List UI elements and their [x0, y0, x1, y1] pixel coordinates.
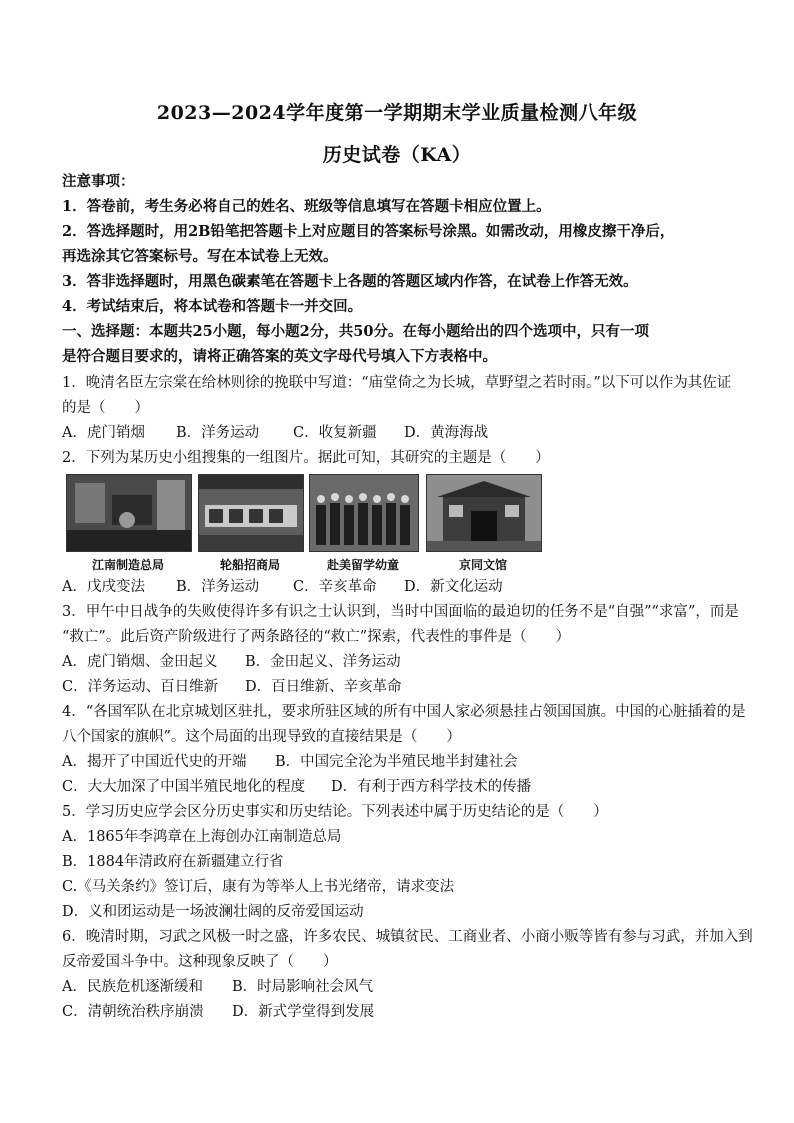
q4-stem: 4．“各国军队在北京城划区驻扎，要求所驻区域的所有中国人家必须悬挂占领国国旗。中国的心脏插着的是: [62, 704, 746, 720]
factory-photo-icon: [67, 475, 191, 551]
q3-option-d: D．百日维新、辛亥革命: [245, 679, 402, 695]
q3-option-c: C．洋务运动、百日维新: [62, 679, 219, 695]
q1-option-c: C．收复新疆: [293, 425, 377, 441]
q6-option-a: A．民族危机逐渐缓和: [62, 979, 203, 995]
gate-photo-icon: [427, 475, 541, 551]
photo-students-to-america: [309, 474, 419, 552]
q4-stem-cont: 八个国家的旗帜”。这个局面的出现导致的直接结果是（ ）: [62, 729, 461, 745]
q1-stem: 1．晚清名臣左宗棠在给林则徐的挽联中写道：“庙堂倚之为长城，草野望之若时雨。”以下可以作为其佐证: [62, 375, 732, 391]
building-sign-photo-icon: [199, 475, 303, 551]
q6-option-b: B．时局影响社会风气: [232, 979, 374, 995]
exam-subtitle: 历史试卷（KA）: [322, 144, 472, 166]
q5-option-b: B．1884年清政府在新疆建立行省: [62, 854, 284, 870]
note-1: 1．答卷前，考生务必将自己的姓名、班级等信息填写在答题卡相应位置上。: [62, 198, 551, 215]
q1-option-b: B．洋务运动: [176, 425, 260, 441]
q6-stem-cont: 反帝爱国斗争中。这种现象反映了（ ）: [62, 954, 338, 970]
q1-option-a: A．虎门销烟: [62, 425, 145, 441]
note-3: 3．答非选择题时，用黑色碳素笔在答题卡上各题的答题区域内作答，在试卷上作答无效。: [62, 273, 638, 290]
q2-option-c: C．辛亥革命: [293, 579, 377, 595]
q3-stem: 3．甲午中日战争的失败使得许多有识之士认识到，当时中国面临的最迫切的任务不是“自强”“求富”，而是: [62, 604, 739, 620]
q2-stem: 2．下列为某历史小组搜集的一组图片。据此可知，其研究的主题是（ ）: [62, 450, 550, 466]
q3-stem-cont: “救亡”。此后资产阶级进行了两条路径的“救亡”探索，代表性的事件是（ ）: [62, 629, 571, 645]
exam-title: 2023—2024学年度第一学期期末学业质量检测八年级: [156, 102, 638, 124]
caption-steamship-bureau: 轮船招商局: [219, 558, 280, 572]
q4-option-d: D．有利于西方科学技术的传播: [331, 779, 532, 795]
notes-heading: 注意事项：: [62, 173, 135, 190]
q5-stem: 5．学习历史应学会区分历史事实和历史结论。下列表述中属于历史结论的是（ ）: [62, 804, 608, 820]
q1-option-d: D．黄海海战: [404, 425, 489, 441]
caption-students-to-america: 赴美留学幼童: [326, 558, 399, 572]
q6-stem: 6．晚清时期，习武之风极一时之盛，许多农民、城镇贫民、工商业者、小商小贩等皆有参与习武，并加入到: [62, 929, 753, 945]
q5-option-c: C.《马关条约》签订后，康有为等举人上书光绪帝，请求变法: [62, 879, 455, 895]
q2-option-a: A．戊戌变法: [62, 579, 145, 595]
q6-option-d: D．新式学堂得到发展: [232, 1004, 375, 1020]
caption-jiangnan-arsenal: 江南制造总局: [91, 558, 164, 572]
note-2: 2．答选择题时，用2B铅笔把答题卡上对应题目的答案标号涂黑。如需改动，用橡皮擦干净后，: [62, 223, 675, 240]
photo-tongwen-guan: [426, 474, 542, 552]
q5-option-a: A．1865年李鸿章在上海创办江南制造总局: [62, 829, 342, 845]
note-2-cont: 再选涂其它答案标号。写在本试卷上无效。: [62, 248, 338, 265]
q2-option-d: D．新文化运动: [404, 579, 503, 595]
q4-option-a: A．揭开了中国近代史的开端: [62, 754, 247, 770]
group-photo-icon: [310, 475, 418, 551]
section-instructions-2: 是符合题目要求的，请将正确答案的英文字母代号填入下方表格中。: [62, 348, 497, 365]
q6-option-c: C．清朝统治秩序崩溃: [62, 1004, 204, 1020]
q2-option-b: B．洋务运动: [176, 579, 260, 595]
q5-option-d: D．义和团运动是一场波澜壮阔的反帝爱国运动: [62, 904, 364, 920]
q3-option-a: A．虎门销烟、金田起义: [62, 654, 218, 670]
q1-stem-cont: 的是（ ）: [62, 400, 149, 416]
caption-tongwen-guan: 京同文馆: [458, 558, 507, 572]
q4-option-c: C．大大加深了中国半殖民地化的程度: [62, 779, 306, 795]
q4-option-b: B．中国完全沦为半殖民地半封建社会: [275, 754, 518, 770]
photo-steamship-bureau: [198, 474, 304, 552]
photo-jiangnan-arsenal: [66, 474, 192, 552]
q3-option-b: B．金田起义、洋务运动: [245, 654, 401, 670]
section-instructions-1: 一、选择题：本题共25小题，每小题2分，共50分。在每小题给出的四个选项中，只有一项: [62, 323, 649, 340]
note-4: 4．考试结束后，将本试卷和答题卡一并交回。: [62, 298, 363, 315]
